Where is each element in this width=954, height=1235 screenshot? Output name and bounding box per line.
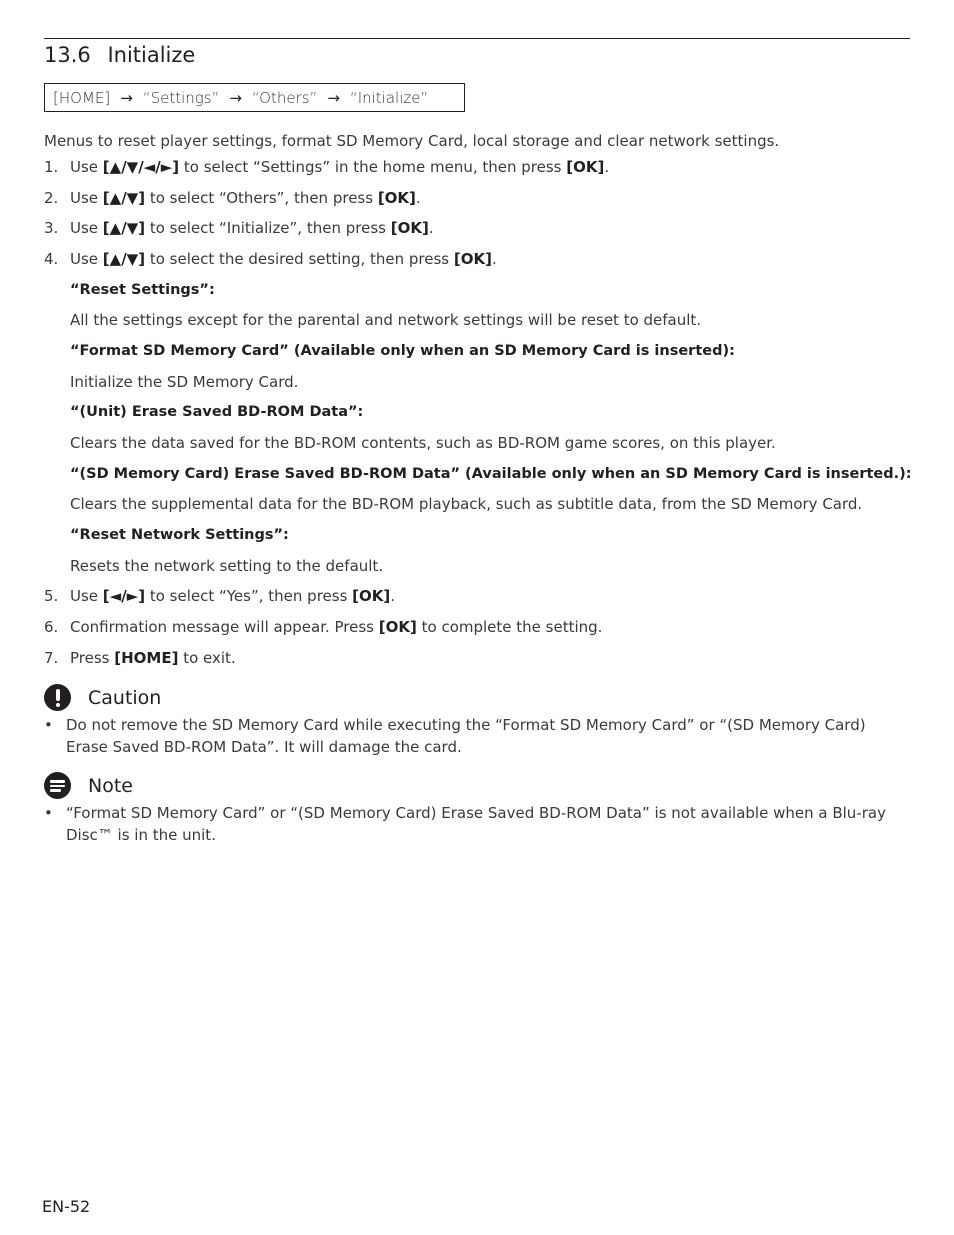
step-text: Use (70, 189, 103, 207)
step-text: to complete the setting. (416, 618, 603, 636)
section-title-text: Initialize (107, 43, 196, 67)
step-text: Confirmation message will appear. Press (70, 618, 379, 636)
path-item-home: [HOME] (53, 88, 111, 107)
option-heading-sd-erase: “(SD Memory Card) Erase Saved BD-ROM Data” (Available only when an SD Memory Card is inserted.): (70, 466, 912, 482)
page-number: EN-52 (42, 1197, 91, 1216)
step-number: 7. (44, 649, 59, 667)
step-number: 6. (44, 618, 59, 636)
caution-heading (44, 684, 161, 711)
step-number: 4. (44, 250, 59, 268)
key-label: [OK] (378, 618, 417, 636)
option-desc-format-sd: Initialize the SD Memory Card. (70, 373, 299, 391)
key-label: [▲/▼] (102, 219, 146, 237)
step-text: to exit. (178, 649, 236, 667)
key-label: [▲/▼] (102, 189, 146, 207)
option-desc-sd-erase: Clears the supplemental data for the BD-ROM playback, such as subtitle data, from the SD Memory Card. (70, 495, 863, 513)
step-text: Use (70, 250, 103, 268)
step-number: 2. (44, 189, 59, 207)
option-desc-reset-settings: All the settings except for the parental and network settings will be reset to default. (70, 311, 702, 329)
path-item-initialize: “Initialize” (349, 88, 429, 107)
option-heading-reset-network: “Reset Network Settings”: (70, 527, 289, 543)
key-label: [OK] (453, 250, 492, 268)
step-text: . (415, 189, 421, 207)
option-heading-reset-settings: “Reset Settings”: (70, 282, 215, 298)
step-4 (44, 250, 497, 268)
step-3 (44, 219, 434, 237)
key-label: [▲/▼/◄/►] (102, 158, 180, 176)
step-number: 1. (44, 158, 59, 176)
note-title: Note (88, 774, 133, 797)
section-number: 13.6 (44, 43, 91, 67)
step-text: Use (70, 587, 103, 605)
step-1 (44, 158, 609, 176)
step-text: Use (70, 158, 103, 176)
step-text: . (491, 250, 497, 268)
step-text: to select “Yes”, then press (145, 587, 353, 605)
step-text: to select the desired setting, then press (145, 250, 454, 268)
caution-text: Do not remove the SD Memory Card while executing the “Format SD Memory Card” or “(SD Memory Card) Erase Saved BD-ROM Data”. It will damage the card. (66, 716, 866, 756)
step-text: . (428, 219, 434, 237)
option-desc-unit-erase: Clears the data saved for the BD-ROM contents, such as BD-ROM game scores, on this player. (70, 434, 776, 452)
caution-title: Caution (88, 686, 162, 709)
option-heading-format-sd: “Format SD Memory Card” (Available only when an SD Memory Card is inserted): (70, 343, 735, 359)
note-heading (44, 772, 133, 799)
key-label: [▲/▼] (102, 250, 146, 268)
intro-text: Menus to reset player settings, format SD Memory Card, local storage and clear network settings. (44, 132, 780, 150)
key-label: [OK] (390, 219, 429, 237)
step-6 (44, 618, 602, 636)
path-item-settings: “Settings” (142, 88, 220, 107)
option-desc-reset-network: Resets the network setting to the default. (70, 557, 384, 575)
key-label: [◄/►] (102, 587, 146, 605)
path-arrow: → (120, 88, 133, 107)
key-label: [HOME] (114, 649, 179, 667)
step-text: to select “Others”, then press (145, 189, 378, 207)
key-label: [OK] (352, 587, 391, 605)
step-2 (44, 189, 421, 207)
note-text: “Format SD Memory Card” or “(SD Memory Card) Erase Saved BD-ROM Data” is not available when a Blu-ray Disc™ is in the unit. (66, 804, 886, 844)
section-title (44, 43, 195, 67)
path-arrow: → (327, 88, 340, 107)
bullet-dot: • (44, 804, 53, 822)
step-text: Press (70, 649, 115, 667)
key-label: [OK] (377, 189, 416, 207)
bullet-dot: • (44, 716, 53, 734)
step-number: 5. (44, 587, 59, 605)
menu-path-box (44, 83, 465, 112)
step-text: . (604, 158, 610, 176)
path-arrow: → (229, 88, 242, 107)
step-7 (44, 649, 236, 667)
step-text: Use (70, 219, 103, 237)
top-rule (44, 38, 910, 39)
option-heading-unit-erase: “(Unit) Erase Saved BD-ROM Data”: (70, 404, 364, 420)
step-5 (44, 587, 395, 605)
step-text: to select “Settings” in the home menu, then press (179, 158, 567, 176)
exclamation-icon (44, 684, 71, 711)
key-label: [OK] (566, 158, 605, 176)
step-text: . (390, 587, 396, 605)
path-item-others: “Others” (251, 88, 318, 107)
step-text: to select “Initialize”, then press (145, 219, 391, 237)
step-number: 3. (44, 219, 59, 237)
note-lines-icon (44, 772, 71, 799)
